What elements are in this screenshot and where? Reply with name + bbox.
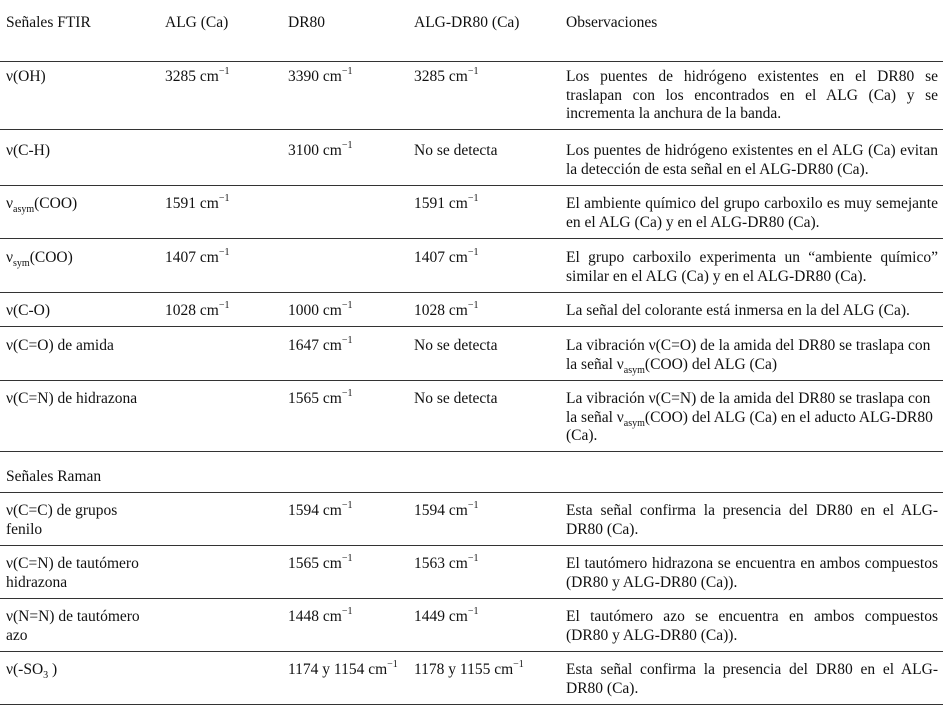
signal-cell: ν(C-O): [6, 302, 51, 319]
table-row: [0, 192, 943, 239]
dr80-value-cell: 1448 $cm^{-1}$: [288, 605, 353, 625]
dr80-value-cell: 1000 $cm^{-1}$: [288, 299, 353, 319]
table-row: [0, 605, 943, 652]
signal-cell: ν(C=N) de tautómero hidrazona: [6, 555, 139, 591]
raman-section-label: Señales Raman: [6, 468, 102, 485]
adduct-value-cell: No se detecta: [414, 390, 498, 407]
alg-value-cell: 3285 $cm^{-1}$: [165, 65, 230, 85]
signal-cell: $\nu(-SO_3$ ): [6, 661, 58, 682]
header-observaciones: Observaciones: [566, 14, 658, 31]
header-alg-dr80-ca: ALG-DR80 (Ca): [414, 14, 520, 31]
alg-value-cell: 1407 $cm^{-1}$: [165, 246, 230, 266]
table-header-row: [0, 14, 943, 62]
observation-cell: Los puentes de hidrógeno existentes en el ALG (Ca) evitan la detección de esta señal en el ALG-DR80 (Ca).: [566, 142, 938, 178]
adduct-value-cell: 1449 $cm^{-1}$: [414, 605, 479, 625]
header-alg-ca: ALG (Ca): [165, 14, 229, 31]
table-row: [0, 139, 943, 186]
adduct-value-cell: 1178 y 1155 $cm^{-1}$: [414, 658, 524, 678]
signal-cell: ν(C=O) de amida: [6, 337, 114, 354]
adduct-value-cell: 1563 $cm^{-1}$: [414, 552, 479, 572]
adduct-value-cell: 3285 $cm^{-1}$: [414, 65, 479, 85]
observation-cell: Esta señal confirma la presencia del DR80 en el ALG-DR80 (Ca).: [566, 661, 938, 697]
signal-cell: ν(C=N) de hidrazona: [6, 390, 138, 407]
alg-value-cell: 1591 $cm^{-1}$: [165, 192, 230, 212]
dr80-value-cell: 1565 $cm^{-1}$: [288, 387, 353, 407]
table-row: [0, 334, 943, 381]
adduct-value-cell: No se detecta: [414, 337, 498, 354]
signal-cell: ν(N=N) de tautómero azo: [6, 608, 140, 644]
signal-cell: ν(C-H): [6, 142, 51, 159]
alg-value-cell: 1028 $cm^{-1}$: [165, 299, 230, 319]
dr80-value-cell: 3390 $cm^{-1}$: [288, 65, 353, 85]
table-row: [0, 246, 943, 293]
dr80-value-cell: 1594 $cm^{-1}$: [288, 499, 353, 519]
table-row: [0, 499, 943, 546]
dr80-value-cell: 1647 $cm^{-1}$: [288, 334, 353, 354]
header-dr80: DR80: [288, 14, 326, 31]
signal-cell: ν(OH): [6, 68, 46, 85]
adduct-value-cell: 1591 $cm^{-1}$: [414, 192, 479, 212]
adduct-value-cell: 1028 $cm^{-1}$: [414, 299, 479, 319]
signal-cell: $\nu_{asym}(COO)$: [6, 195, 78, 216]
table-row: [0, 658, 943, 705]
table-row: [0, 387, 943, 452]
observation-cell: El grupo carboxilo experimenta un “ambiente químico” similar en el ALG (Ca) y en el ALG-DR80 (Ca).: [566, 249, 938, 285]
dr80-value-cell: 1174 y 1154 $cm^{-1}$: [288, 658, 398, 678]
dr80-value-cell: 1565 $cm^{-1}$: [288, 552, 353, 572]
dr80-value-cell: 3100 $cm^{-1}$: [288, 139, 353, 159]
observation-cell: El tautómero azo se encuentra en ambos compuestos (DR80 y ALG-DR80 (Ca)).: [566, 608, 938, 644]
table-row: [0, 552, 943, 599]
adduct-value-cell: 1594 $cm^{-1}$: [414, 499, 479, 519]
observation-cell: Los puentes de hidrógeno existentes en el DR80 se traslapan con los encontrados en el ALG (Ca) y se incrementa la anchura de la banda.: [566, 68, 938, 122]
signal-cell: $\nu_{sym}(COO)$: [6, 249, 73, 270]
adduct-value-cell: No se detecta: [414, 142, 498, 159]
observation-cell: La señal del colorante está inmersa en la del ALG (Ca).: [566, 302, 910, 319]
header-signals-ftir: Señales FTIR: [6, 14, 91, 31]
observation-cell: El tautómero hidrazona se encuentra en ambos compuestos (DR80 y ALG-DR80 (Ca)).: [566, 555, 938, 591]
table-row: [0, 299, 943, 327]
observation-cell: La vibración ν(C=N) de la amida del DR80 se traslapa con la señal $\nu_{asym}(COO)$ del ALG (Ca) en el aducto ALG-DR80 (Ca).: [566, 390, 933, 444]
observation-cell: La vibración ν(C=O) de la amida del DR80 se traslapa con la señal $\nu_{asym}(COO)$ del ALG (Ca): [566, 337, 931, 376]
signal-cell: ν(C=C) de grupos fenilo: [6, 502, 118, 538]
raman-section-row: [0, 468, 943, 493]
observation-cell: El ambiente químico del grupo carboxilo es muy semejante en el ALG (Ca) y en el ALG-DR80 (Ca).: [566, 195, 938, 231]
table-row: [0, 65, 943, 130]
adduct-value-cell: 1407 $cm^{-1}$: [414, 246, 479, 266]
observation-cell: Esta señal confirma la presencia del DR80 en el ALG-DR80 (Ca).: [566, 502, 938, 538]
